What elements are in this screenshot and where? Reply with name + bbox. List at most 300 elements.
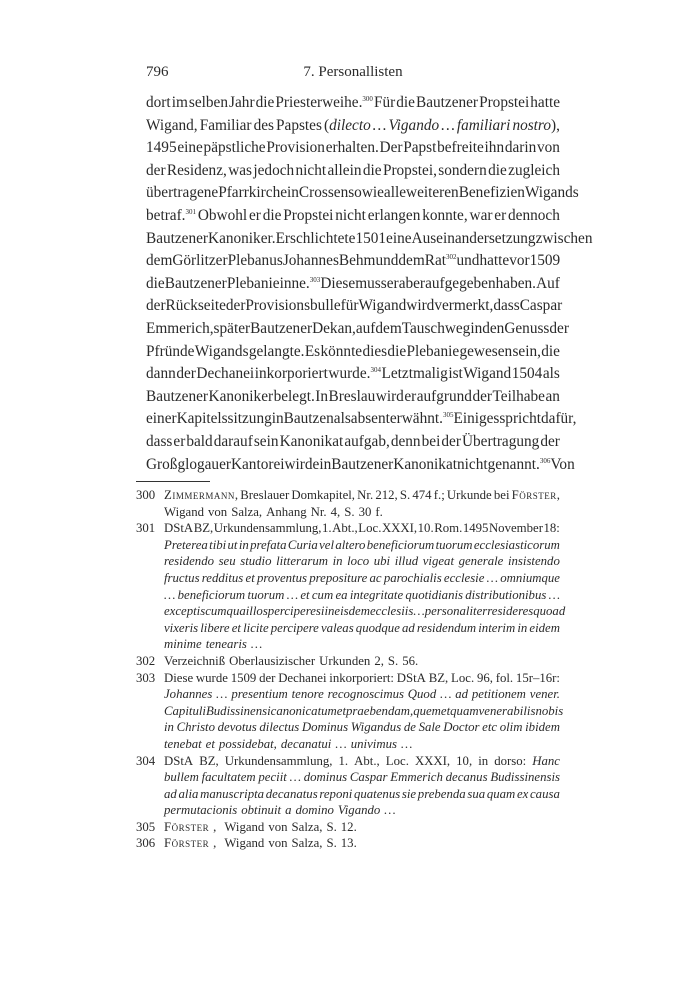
text-word: et <box>300 587 310 602</box>
text-word: die <box>396 94 415 111</box>
text-word: 1495 <box>462 521 489 536</box>
text-word: … <box>164 587 176 602</box>
text-line <box>146 160 560 183</box>
text-word: Der <box>379 139 403 157</box>
footnote-number: 305 <box>136 819 156 834</box>
text-word: fol. <box>495 670 514 685</box>
text-word: Christo <box>176 720 216 735</box>
text-word: Anhang <box>266 504 307 519</box>
text-word: Emmerich, <box>146 319 214 337</box>
text-word: tibi <box>209 537 227 552</box>
text-word: illos <box>245 604 268 619</box>
text-word: Kanoniker. <box>208 229 276 247</box>
text-word: DStA <box>396 670 426 685</box>
text-word: Caspar <box>519 297 563 315</box>
footnote-line <box>136 835 560 852</box>
text-word: quem <box>413 703 441 718</box>
text-line <box>146 454 575 477</box>
text-word: et <box>336 703 347 718</box>
text-word: Pfarrkirche <box>218 184 288 202</box>
text-word: in <box>238 537 249 552</box>
text-word <box>324 115 371 138</box>
text-word: Domkapitel, <box>291 488 356 502</box>
text-word: er <box>173 432 186 450</box>
text-word: Wigand <box>224 819 265 834</box>
text-word: S. <box>387 653 399 668</box>
text-word: prebenda <box>417 786 466 801</box>
text-word: inne. <box>279 274 310 292</box>
text-word: Plebanie <box>406 342 460 360</box>
footnote-reference: 300 <box>362 95 373 103</box>
text-word: peciit <box>258 770 287 785</box>
text-word: illud <box>394 554 419 569</box>
text-word: 18: <box>543 521 560 536</box>
text-word: … <box>289 770 301 785</box>
text-word: er <box>248 206 261 224</box>
text-word: eine <box>177 139 203 157</box>
text-word: alia <box>178 786 199 801</box>
text-word: ad <box>455 687 469 702</box>
text-word: causa <box>530 786 560 801</box>
footnote-line <box>136 620 560 637</box>
text-word: Übertragung <box>461 432 540 450</box>
text-word: Letztmalig <box>381 365 448 383</box>
footnote-separator <box>136 481 210 482</box>
footnote-text <box>164 819 560 836</box>
text-word: familiari <box>456 116 511 134</box>
text-word: ecclesiis <box>369 604 414 619</box>
text-word: tuorum <box>247 587 285 602</box>
text-word: Pfründe <box>146 342 195 360</box>
text-word: dilecto <box>329 116 371 134</box>
text-word: quam <box>450 703 479 718</box>
text-word: November <box>488 521 543 536</box>
text-word: später <box>213 319 251 337</box>
text-word: Urkunde <box>446 488 492 502</box>
text-word: reponi <box>319 786 353 801</box>
text-word: Preterea <box>164 537 208 552</box>
text-word: der <box>146 297 166 315</box>
text-word: generale <box>458 554 504 569</box>
text-word: XXXI, <box>381 521 418 536</box>
text-word: 15r–16r: <box>515 670 560 685</box>
text-word: in <box>332 554 343 569</box>
text-word: libere <box>200 620 230 635</box>
text-word: Genuss <box>504 319 550 337</box>
text-word <box>164 819 220 836</box>
text-word: Kanonikat <box>279 432 344 450</box>
text-word: , <box>556 488 560 502</box>
text-word: dorso: <box>494 753 527 768</box>
text-word: als <box>333 410 351 428</box>
text-word: Oberlausizischer <box>229 653 316 668</box>
text-word: darin <box>504 139 537 157</box>
text-word: Propstei <box>479 94 530 111</box>
footnote-reference: 305 <box>442 411 454 420</box>
footnote-text <box>164 570 560 587</box>
footnote-line <box>136 786 560 803</box>
text-line <box>146 250 560 273</box>
footnote <box>136 520 566 653</box>
text-word: ( <box>323 116 330 134</box>
footnote <box>136 670 564 753</box>
text-word: gelangte. <box>248 342 305 360</box>
footnote-text <box>164 553 560 570</box>
text-word: 2, <box>374 653 384 668</box>
text-word: Bautzener <box>416 94 479 111</box>
text-word: nostro <box>512 116 551 134</box>
footnote-line <box>136 537 560 554</box>
footnote-text <box>164 520 560 537</box>
text-word: … <box>335 736 347 751</box>
text-word: Diese <box>320 274 356 292</box>
text-word: Salza, <box>291 819 323 834</box>
text-word: Familiar <box>199 116 252 134</box>
text-word: 1509 <box>230 670 257 685</box>
text-word: recognoscimus <box>327 687 404 702</box>
text-word: Emmerich <box>390 770 443 785</box>
text-word: ut <box>227 537 238 552</box>
text-word: ein <box>312 455 332 473</box>
footnote-line <box>136 686 560 703</box>
text-word: denn <box>390 432 421 450</box>
text-word: 13. <box>340 836 357 851</box>
text-word: Vigando <box>337 803 381 818</box>
text-word: BZ, <box>193 521 214 536</box>
text-word: dass <box>146 432 173 450</box>
text-word: ubi <box>373 554 391 569</box>
footnote-text <box>164 653 560 670</box>
text-word: inkorporiert: <box>329 670 394 685</box>
text-word: Kanonikat <box>393 455 457 473</box>
text-word: Dechanei <box>278 670 327 685</box>
text-word: studio <box>240 554 272 569</box>
footnote-line <box>136 802 560 819</box>
text-word: 1. <box>322 521 332 536</box>
text-word: ac <box>369 570 382 585</box>
text-word: ecclesiasticorum <box>473 537 560 552</box>
text-word: Großglogauer <box>146 455 231 473</box>
text-word: vener. <box>529 687 560 702</box>
text-word: Curia <box>287 537 318 552</box>
text-word: der <box>146 161 166 179</box>
footnote-line <box>136 636 560 653</box>
text-word: cum <box>205 604 227 619</box>
footnote-line <box>136 719 560 736</box>
text-word: in <box>324 604 335 619</box>
text-word: 1504 <box>511 365 543 383</box>
text-word: fructus <box>164 570 200 585</box>
text-word: Quod <box>407 687 437 702</box>
text-word: eisdem <box>334 604 370 619</box>
text-word <box>280 273 321 296</box>
text-word: olim <box>499 720 523 735</box>
text-word: nicht <box>335 206 366 224</box>
text-word: weiteren <box>406 184 459 202</box>
text-word: sie <box>401 786 417 801</box>
text-word: ad <box>401 620 415 635</box>
text-word: die <box>387 342 407 360</box>
text-word: Behm <box>338 252 376 270</box>
text-word: an <box>545 387 560 405</box>
text-word: die <box>262 206 282 224</box>
text-line <box>146 137 560 160</box>
text-word: DStA <box>164 521 194 536</box>
text-word: bullem <box>164 770 199 785</box>
footnote-reference: 306 <box>539 456 551 465</box>
text-word: … <box>486 570 499 585</box>
text-word: … <box>286 587 299 602</box>
text-line <box>146 341 560 364</box>
text-word: wurde <box>195 670 228 685</box>
text-word: Residenz, <box>166 161 227 179</box>
text-word: Sale <box>418 720 441 735</box>
text-word: alle <box>383 184 407 202</box>
text-word: petitionem <box>471 687 526 702</box>
text-word: wurde. <box>328 365 371 383</box>
text-word: … <box>400 736 413 751</box>
text-word: et <box>205 736 215 751</box>
footnote-text <box>164 786 560 803</box>
text-word: Tauschweg <box>401 319 471 337</box>
text-word: tenearis <box>205 637 247 652</box>
text-word: ihn <box>484 139 505 157</box>
text-word: spricht <box>499 410 541 428</box>
text-word: bei <box>493 488 510 502</box>
text-word: die <box>362 161 382 179</box>
text-word: befreite <box>437 139 484 157</box>
text-word: quodque <box>355 620 400 635</box>
text-word: 10. <box>417 521 434 536</box>
text-word: Abt., <box>354 753 380 768</box>
text-word: hatte <box>479 252 510 270</box>
text-word: aufgrund <box>416 387 472 405</box>
text-line <box>146 205 560 228</box>
text-word: päpstliche <box>203 139 266 157</box>
text-word: S. <box>399 488 411 502</box>
text-word: Zimmermann <box>164 488 235 502</box>
text-word: Crossen <box>298 184 349 202</box>
footnote-line <box>136 570 560 587</box>
text-word: Kanoniker <box>208 387 274 405</box>
text-word: eidem <box>529 620 560 635</box>
footnote-reference: 304 <box>370 366 381 375</box>
text-word <box>328 363 381 386</box>
text-word: minime <box>164 637 202 652</box>
text-word: Hanc <box>532 753 560 768</box>
text-word: resideres <box>487 604 534 619</box>
text-word: nicht <box>457 455 488 473</box>
text-word: altero <box>335 537 366 552</box>
text-word: … <box>250 637 263 652</box>
text-word: wird <box>375 387 404 405</box>
text-word: beneficiorum <box>177 587 246 602</box>
footnote-line <box>136 736 560 753</box>
text-word: Dechanei <box>196 365 255 383</box>
text-word: zwischen <box>535 229 593 247</box>
text-word: seu <box>218 554 236 569</box>
text-word: 30 <box>358 504 372 519</box>
text-word: Er <box>275 229 291 247</box>
page-header <box>146 64 560 84</box>
text-word: der <box>176 365 196 383</box>
text-word: quotidianis <box>405 587 463 602</box>
text-word: Papstes <box>276 116 322 134</box>
text-word: de <box>403 720 416 735</box>
text-word: in <box>271 410 284 428</box>
text-word: von <box>208 504 228 519</box>
text-word: die <box>541 342 560 360</box>
text-word: könnte <box>320 342 363 360</box>
text-word: vigeat <box>422 554 455 569</box>
text-word: der <box>441 432 461 450</box>
text-word: personaliter <box>424 604 488 619</box>
text-word: Budissinensi <box>205 703 271 718</box>
text-word: ecclesie <box>443 570 485 585</box>
text-word: ad <box>164 786 177 801</box>
text-word: aufgegeben <box>425 274 496 292</box>
text-word <box>390 408 454 431</box>
footnote-text <box>164 736 560 753</box>
text-word: in <box>287 184 299 202</box>
text-word: vermerkt, <box>434 297 494 315</box>
text-word: Loc. <box>451 670 475 685</box>
footnote-number: 301 <box>136 521 156 536</box>
text-word: quam <box>486 786 516 801</box>
footnote-line <box>136 553 560 570</box>
footnotes <box>136 487 566 852</box>
footnote-line <box>136 753 560 770</box>
text-word: Von <box>550 455 575 473</box>
text-word: , <box>213 836 217 851</box>
footnote-line <box>136 504 560 521</box>
text-word: nicht <box>295 161 327 179</box>
text-word: percipere <box>267 604 316 619</box>
footnote-text <box>164 703 564 720</box>
text-word: et <box>245 570 255 585</box>
text-word: Loc. <box>358 521 382 536</box>
footnote-line <box>136 819 560 836</box>
footnote-number: 306 <box>136 836 156 851</box>
text-word: univimus <box>350 736 397 751</box>
text-word: omniumque <box>500 570 560 585</box>
text-word: insistendo <box>507 554 560 569</box>
text-word: S. <box>326 819 337 834</box>
text-word: dem <box>146 252 173 270</box>
text-word: etc <box>482 720 498 735</box>
footnote-reference: 302 <box>446 253 457 262</box>
text-word: Priesterweihe. <box>275 94 363 111</box>
footnote-text <box>164 719 560 736</box>
text-word: Plebanus <box>227 252 283 270</box>
footnote-text <box>164 537 560 554</box>
text-word: dennoch <box>508 206 560 224</box>
text-word: manuscripta <box>200 786 265 801</box>
text-word: S. <box>326 836 337 851</box>
text-word: in <box>478 753 489 768</box>
text-word: Bautzener <box>146 387 209 405</box>
text-word: si <box>315 604 325 619</box>
text-word: Wigand <box>463 365 512 383</box>
text-word: zugleich <box>508 161 560 179</box>
text-word: gewesen <box>459 342 513 360</box>
text-line <box>146 363 560 386</box>
text-word: Teilhabe <box>492 387 545 405</box>
footnote <box>136 653 560 670</box>
text-word: Bautzener <box>146 229 209 247</box>
footnote <box>136 819 560 836</box>
text-word: Johannes <box>282 252 339 270</box>
text-word: konnte, <box>422 206 468 224</box>
text-word: für <box>340 297 359 315</box>
text-word: 4, <box>330 504 341 519</box>
text-word: devotus <box>217 720 257 735</box>
text-word: … <box>372 116 387 134</box>
text-word: Salza, <box>231 504 263 519</box>
text-word: decanatus <box>265 786 318 801</box>
text-word: et <box>440 703 451 718</box>
text-word: sein <box>253 432 279 450</box>
text-word: Rom. <box>434 521 463 536</box>
text-word: , <box>213 819 217 834</box>
text-word: decanatui <box>280 736 332 751</box>
text-word: Urkundensammlung, <box>224 753 333 768</box>
text-word: Wigands <box>524 184 579 202</box>
footnote-text <box>164 670 560 687</box>
text-word: genannt. <box>487 455 540 473</box>
footnote-text <box>164 504 560 521</box>
text-word: absent <box>350 410 390 428</box>
text-word: Dekan, <box>312 319 356 337</box>
footnote-number: 304 <box>136 753 156 768</box>
text-word: 1501 <box>355 229 387 247</box>
text-word: Abt., <box>332 521 358 536</box>
footnote-text <box>164 603 566 620</box>
text-word: possidebat, <box>218 736 277 751</box>
text-word: litterarum <box>276 554 328 569</box>
text-word: Rückseite <box>165 297 226 315</box>
text-word: BZ, <box>199 753 219 768</box>
text-word: In <box>315 387 329 405</box>
text-word: tenebat <box>164 736 202 751</box>
text-word: … <box>440 687 452 702</box>
footnote-text <box>164 769 560 786</box>
text-word: dem <box>375 319 402 337</box>
text-word: cum <box>311 587 334 602</box>
footnote-text <box>164 753 560 770</box>
text-word: sowie <box>348 184 384 202</box>
text-word: 212, <box>375 488 398 502</box>
text-word: et <box>231 620 241 635</box>
text-word: dann <box>146 365 176 383</box>
text-word: Caspar <box>349 770 388 785</box>
text-word: redditus <box>201 570 244 585</box>
text-word: Propstei <box>283 206 334 224</box>
text-word: Benefizien <box>458 184 525 202</box>
text-word: Nr. <box>357 488 374 502</box>
text-line <box>146 386 560 409</box>
text-word: belegt. <box>273 387 315 405</box>
text-word: percipere <box>270 620 319 635</box>
text-line <box>146 295 563 318</box>
text-word: darauf <box>213 432 253 450</box>
text-word: Wigand <box>164 504 204 519</box>
text-word: dafür, <box>541 410 577 428</box>
text-word: war <box>469 206 493 224</box>
text-word: dies <box>362 342 388 360</box>
footnote-text <box>164 686 560 703</box>
text-word: der <box>472 387 492 405</box>
